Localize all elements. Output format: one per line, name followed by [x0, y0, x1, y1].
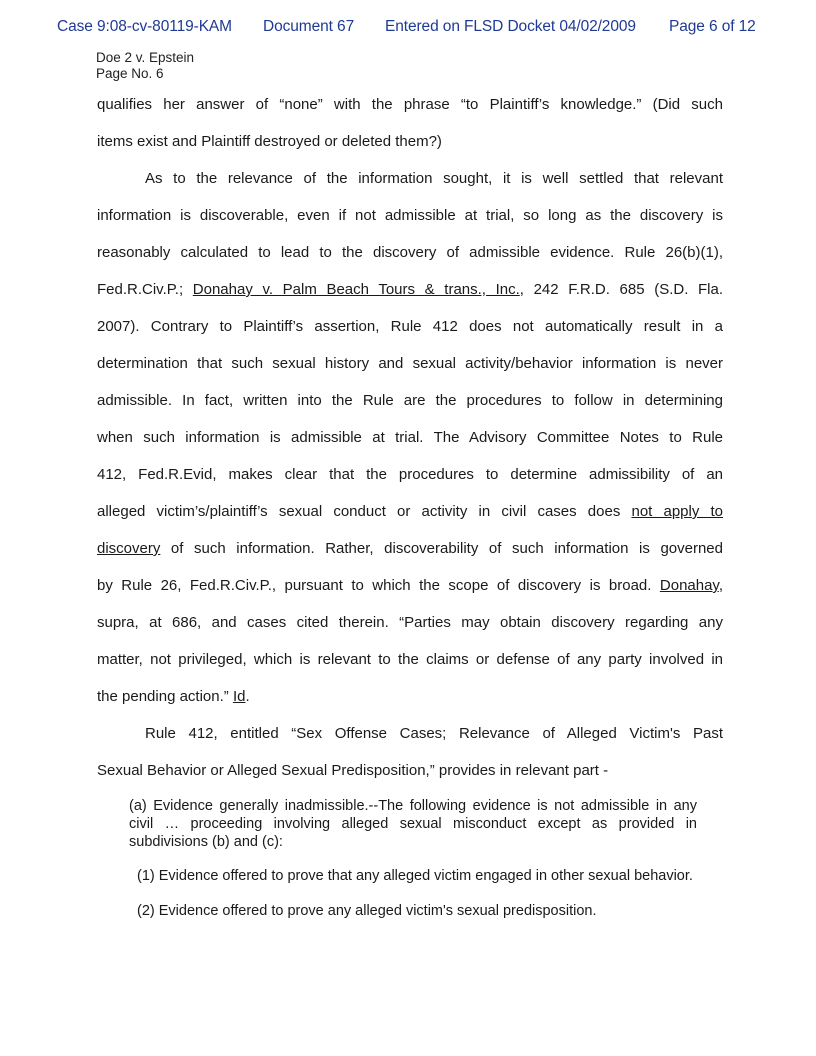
text-line: items exist and Plaintiff destroyed or deleted them?) [97, 133, 442, 150]
text-line: determination that such sexual history and sexual activity/behavior information is never [97, 355, 723, 372]
block-quote-rule-412 [129, 797, 697, 937]
text-line: supra, at 686, and cases cited therein. “Parties may obtain discovery regarding any [97, 614, 723, 631]
docket-entry-date: Entered on FLSD Docket 04/02/2009 [385, 18, 636, 35]
text-line-emphasis [97, 502, 723, 539]
text-line: information is discoverable, even if not admissible at trial, so long as the discovery is [97, 207, 723, 224]
text-segment: . [245, 688, 250, 705]
paragraph-start-line: As to the relevance of the information sought, it is well settled that relevant [145, 170, 723, 187]
text-line: 2007). Contrary to Plaintiff’s assertion, Rule 412 does not automatically result in a [97, 318, 723, 335]
case-citation-donahay: Donahay v. Palm Beach Tours & trans., Inc. [192, 281, 520, 298]
text-segment: Fed.R.Civ.P.; [97, 281, 193, 298]
quote-subdivision-a: (a) Evidence generally inadmissible.--The following evidence is not admissible in any civil … proceeding involving alleged sexual misconduct except as provided in subdivisions (b) and (c): [129, 798, 697, 850]
text-segment: , 242 F.R.D. 685 (S.D. Fla. [519, 281, 723, 298]
running-head [96, 50, 194, 82]
text-line: reasonably calculated to lead to the discovery of admissible evidence. Rule 26(b)(1), [97, 244, 723, 261]
text-line: matter, not privileged, which is relevant to the claims or defense of any party involved in [97, 651, 723, 668]
text-segment: , [718, 577, 723, 594]
case-citation-donahay: Donahay [659, 577, 719, 594]
case-number: Case 9:08-cv-80119-KAM [57, 18, 232, 35]
text-line: when such information is admissible at trial. The Advisory Committee Notes to Rule [97, 429, 723, 446]
text-line-citation [97, 280, 723, 317]
page-count: Page 6 of 12 [669, 18, 756, 35]
text-line-citation [97, 576, 723, 613]
underlined-phrase: not apply to [631, 503, 724, 520]
text-segment: of such information. Rather, discoverability of such information is governed [160, 540, 723, 557]
body-text [97, 95, 723, 798]
underlined-phrase: discovery [97, 540, 161, 557]
quote-item-1: (1) Evidence offered to prove that any alleged victim engaged in other sexual behavior. [137, 868, 693, 884]
text-segment: by Rule 26, Fed.R.Civ.P., pursuant to which the scope of discovery is broad. [97, 577, 660, 594]
text-segment: the pending action.” [97, 688, 233, 705]
paragraph-start-line: Rule 412, entitled “Sex Offense Cases; Relevance of Alleged Victim's Past [145, 725, 723, 742]
case-caption: Doe 2 v. Epstein [96, 50, 195, 65]
text-line: Sexual Behavior or Alleged Sexual Predisposition,” provides in relevant part - [97, 762, 609, 779]
court-filing-stamp [0, 18, 816, 38]
id-citation: Id [232, 688, 246, 705]
text-segment: alleged victim’s/plaintiff’s sexual conduct or activity in civil cases does [97, 503, 632, 520]
text-line: 412, Fed.R.Evid, makes clear that the procedures to determine admissibility of an [97, 466, 723, 483]
page-number: Page No. 6 [96, 66, 164, 81]
text-line: admissible. In fact, written into the Rule are the procedures to follow in determining [97, 392, 723, 409]
quote-item-2: (2) Evidence offered to prove any alleged victim's sexual predisposition. [137, 903, 597, 919]
text-line-citation [97, 687, 723, 724]
text-line-emphasis [97, 539, 723, 576]
document-number: Document 67 [263, 18, 355, 35]
text-line: qualifies her answer of “none” with the phrase “to Plaintiff’s knowledge.” (Did such [97, 96, 723, 113]
